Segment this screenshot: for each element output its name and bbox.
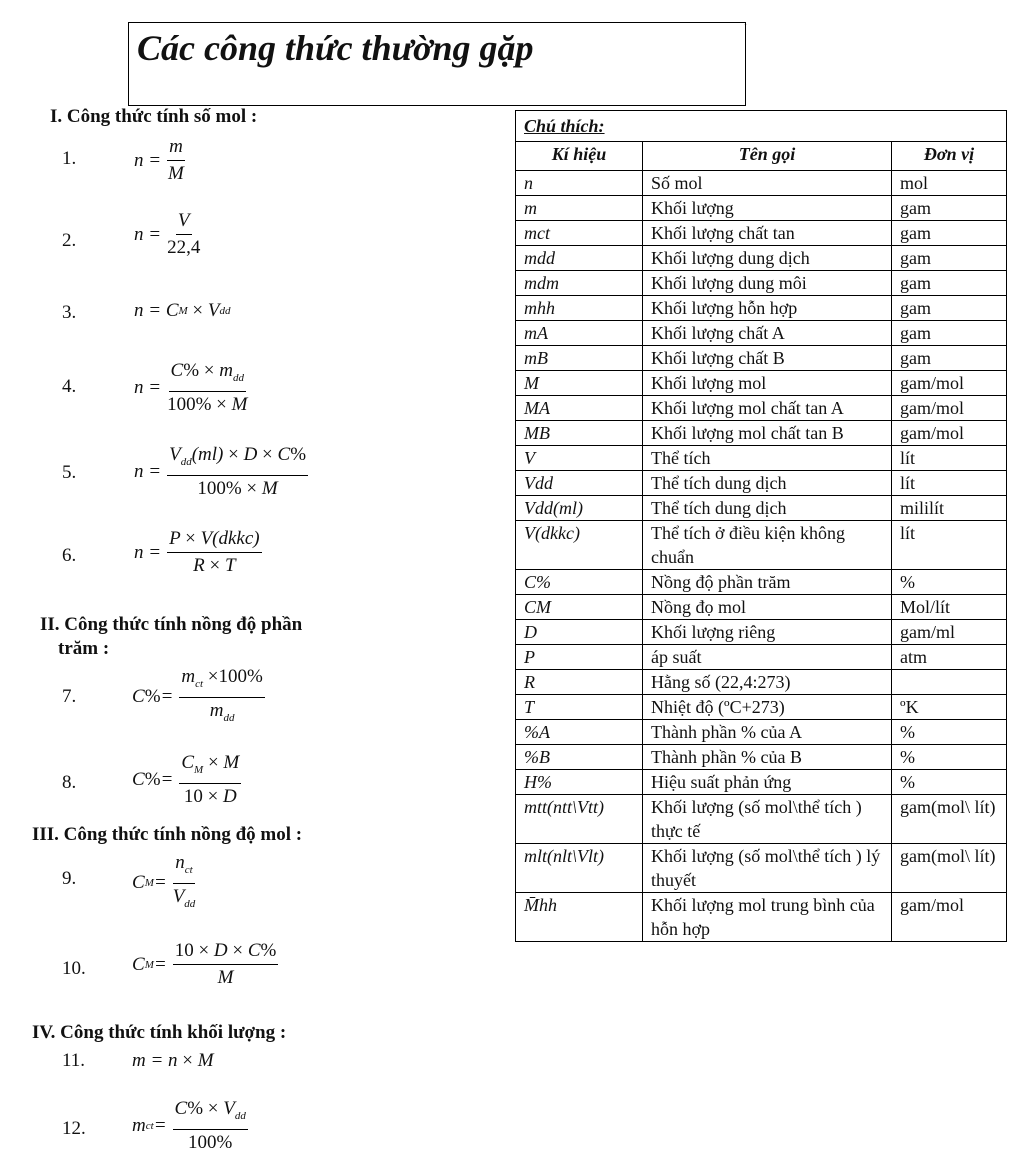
legend-unit: lít <box>892 446 1007 471</box>
legend-unit: mol <box>892 171 1007 196</box>
table-row <box>516 471 1007 496</box>
legend-unit: gam <box>892 296 1007 321</box>
legend-header-unit: Đơn vị <box>892 142 1007 171</box>
legend-name: Thể tích dung dịch <box>643 471 892 496</box>
legend-name: Thành phần % của B <box>643 745 892 770</box>
legend-symbol: mhh <box>516 296 643 321</box>
formula-12: m ct = $\frac{C\% \times V_{dd}}{100\%}$ <box>132 1098 246 1153</box>
legend-symbol: %A <box>516 720 643 745</box>
formula-number: 8. <box>62 772 77 793</box>
legend-symbol: mtt(ntt\Vtt) <box>516 795 643 844</box>
legend-name: Hằng số (22,4:273) <box>643 670 892 695</box>
formula-10: C M = $\frac{10 \times D \times C\%}{M}$ <box>132 940 277 988</box>
formula-6: n = $\frac{\text{P × V(dkkc)}}{R \times T}$ <box>134 528 260 576</box>
legend-symbol: H% <box>516 770 643 795</box>
legend-symbol: CM <box>516 595 643 620</box>
legend-unit: gam/mol <box>892 396 1007 421</box>
table-row <box>516 271 1007 296</box>
formula-4: n = $\frac{C\% \times m_{dd}}{100\% \times M}$ <box>134 360 248 415</box>
formula-number: 11. <box>62 1050 86 1071</box>
stray-dot: . <box>744 14 747 28</box>
formula-number: 9. <box>62 868 77 889</box>
legend-unit: gam/ml <box>892 620 1007 645</box>
formula-number: 1. <box>62 148 77 169</box>
legend-symbol: mlt(nlt\Vlt) <box>516 844 643 893</box>
legend-body <box>516 171 1007 942</box>
legend-unit: gam <box>892 221 1007 246</box>
legend-unit: gam <box>892 196 1007 221</box>
legend-unit: lít <box>892 471 1007 496</box>
legend-unit: gam <box>892 246 1007 271</box>
legend-header-row <box>516 142 1007 171</box>
table-row <box>516 720 1007 745</box>
legend-unit: % <box>892 745 1007 770</box>
table-row <box>516 844 1007 893</box>
legend-name: Thể tích ở điều kiện không chuẩn <box>643 521 892 570</box>
legend-symbol: M <box>516 371 643 396</box>
table-row <box>516 893 1007 942</box>
table-row <box>516 745 1007 770</box>
table-row <box>516 695 1007 720</box>
formula-9: C M = $\frac{n_{ct}}{V_{dd}}$ <box>132 852 196 910</box>
legend-symbol: %B <box>516 745 643 770</box>
legend-unit: gam <box>892 321 1007 346</box>
legend-unit: atm <box>892 645 1007 670</box>
table-row <box>516 396 1007 421</box>
table-row <box>516 246 1007 271</box>
legend-name: Thể tích dung dịch <box>643 496 892 521</box>
legend-name: Số mol <box>643 171 892 196</box>
formula-3: n = C M × V dd <box>134 300 231 321</box>
section-heading-mass: IV. Công thức tính khối lượng : <box>32 1022 287 1043</box>
legend-symbol: V(dkkc) <box>516 521 643 570</box>
legend-table <box>515 110 1007 942</box>
legend-symbol: m <box>516 196 643 221</box>
legend-unit: % <box>892 770 1007 795</box>
table-row <box>516 521 1007 570</box>
legend-name: Hiệu suất phản ứng <box>643 770 892 795</box>
legend-unit: gam <box>892 271 1007 296</box>
table-row <box>516 371 1007 396</box>
legend-unit: gam(mol\ lít) <box>892 795 1007 844</box>
legend-name: Khối lượng mol <box>643 371 892 396</box>
table-row <box>516 446 1007 471</box>
formula-8: C % = $\frac{C_M \times M}{10 \times D}$ <box>132 752 240 807</box>
title-box <box>128 22 746 106</box>
table-row <box>516 221 1007 246</box>
formula-11: m = n × M <box>132 1050 214 1071</box>
table-row <box>516 346 1007 371</box>
legend-unit <box>892 670 1007 695</box>
legend-caption: Chú thích: <box>516 111 1007 142</box>
legend-header-name: Tên gọi <box>643 142 892 171</box>
legend-symbol: T <box>516 695 643 720</box>
formula-number: 5. <box>62 462 77 483</box>
legend-caption-row <box>516 111 1007 142</box>
legend-name: Nhiệt độ (ºC+273) <box>643 695 892 720</box>
legend-unit: gam/mol <box>892 421 1007 446</box>
legend-header-symbol: Kí hiệu <box>516 142 643 171</box>
table-row <box>516 171 1007 196</box>
legend-symbol: n <box>516 171 643 196</box>
formula-number: 3. <box>62 302 77 323</box>
legend-name: Khối lượng mol trung bình của hỗn hợp <box>643 893 892 942</box>
formula-2: n = $\frac{V}{22,4}$ <box>134 210 201 258</box>
legend-symbol: C% <box>516 570 643 595</box>
legend-unit: gam(mol\ lít) <box>892 844 1007 893</box>
table-row <box>516 770 1007 795</box>
legend-symbol: mdd <box>516 246 643 271</box>
legend-name: Khối lượng riêng <box>643 620 892 645</box>
formula-number: 4. <box>62 376 77 397</box>
legend-name: áp suất <box>643 645 892 670</box>
legend-symbol: mA <box>516 321 643 346</box>
legend-unit: Mol/lít <box>892 595 1007 620</box>
legend-symbol: mB <box>516 346 643 371</box>
legend-symbol: M̄hh <box>516 893 643 942</box>
formula-number: 2. <box>62 230 77 251</box>
table-row <box>516 496 1007 521</box>
table-row <box>516 595 1007 620</box>
legend-unit: gam/mol <box>892 371 1007 396</box>
formula-7: C % = $\frac{m_{ct} \times 100\%}{m_{dd}}$ <box>132 666 263 724</box>
legend-symbol: Vdd(ml) <box>516 496 643 521</box>
formula-number: 12. <box>62 1118 86 1139</box>
formula-number: 7. <box>62 686 77 707</box>
formula-number: 10. <box>62 958 86 979</box>
table-row <box>516 620 1007 645</box>
legend-symbol: Vdd <box>516 471 643 496</box>
legend-unit: mililít <box>892 496 1007 521</box>
legend-name: Khối lượng (số mol\thể tích ) thực tế <box>643 795 892 844</box>
section-heading-mol: I. Công thức tính số mol : <box>50 106 258 127</box>
legend-unit: ºK <box>892 695 1007 720</box>
formula-1: n = $\frac{m}{M}$ <box>134 136 184 184</box>
legend-name: Thể tích <box>643 446 892 471</box>
legend-name: Khối lượng dung môi <box>643 271 892 296</box>
legend-name: Khối lượng mol chất tan B <box>643 421 892 446</box>
legend-name: Khối lượng chất B <box>643 346 892 371</box>
legend-name: Nồng độ phần trăm <box>643 570 892 595</box>
table-row <box>516 570 1007 595</box>
legend-symbol: P <box>516 645 643 670</box>
table-row <box>516 645 1007 670</box>
legend-unit: % <box>892 720 1007 745</box>
table-row <box>516 196 1007 221</box>
table-row <box>516 670 1007 695</box>
section-heading-percent-cont: trăm : <box>58 638 110 659</box>
legend-unit: % <box>892 570 1007 595</box>
legend-unit: gam <box>892 346 1007 371</box>
legend-symbol: D <box>516 620 643 645</box>
legend-name: Thành phần % của A <box>643 720 892 745</box>
formula-5: n = $\frac{V_{dd}(ml) \times D \times C\%}{100\% \times M}$ <box>134 444 307 499</box>
legend-name: Khối lượng mol chất tan A <box>643 396 892 421</box>
legend-name: Khối lượng hỗn hợp <box>643 296 892 321</box>
legend-name: Khối lượng (số mol\thể tích ) lý thuyết <box>643 844 892 893</box>
legend-name: Khối lượng chất A <box>643 321 892 346</box>
formula-number: 6. <box>62 545 77 566</box>
section-heading-molarity: III. Công thức tính nồng độ mol : <box>32 824 303 845</box>
legend-symbol: mdm <box>516 271 643 296</box>
legend-unit: gam/mol <box>892 893 1007 942</box>
legend-symbol: MA <box>516 396 643 421</box>
page-title: Các công thức thường gặp <box>137 28 534 68</box>
table-row <box>516 321 1007 346</box>
legend-name: Nồng đọ mol <box>643 595 892 620</box>
legend-symbol: MB <box>516 421 643 446</box>
table-row <box>516 795 1007 844</box>
legend-symbol: R <box>516 670 643 695</box>
legend-unit: lít <box>892 521 1007 570</box>
legend-name: Khối lượng chất tan <box>643 221 892 246</box>
table-row <box>516 421 1007 446</box>
table-row <box>516 296 1007 321</box>
legend-symbol: V <box>516 446 643 471</box>
legend-name: Khối lượng dung dịch <box>643 246 892 271</box>
legend-symbol: mct <box>516 221 643 246</box>
section-heading-percent: II. Công thức tính nồng độ phần <box>40 614 303 635</box>
legend-name: Khối lượng <box>643 196 892 221</box>
